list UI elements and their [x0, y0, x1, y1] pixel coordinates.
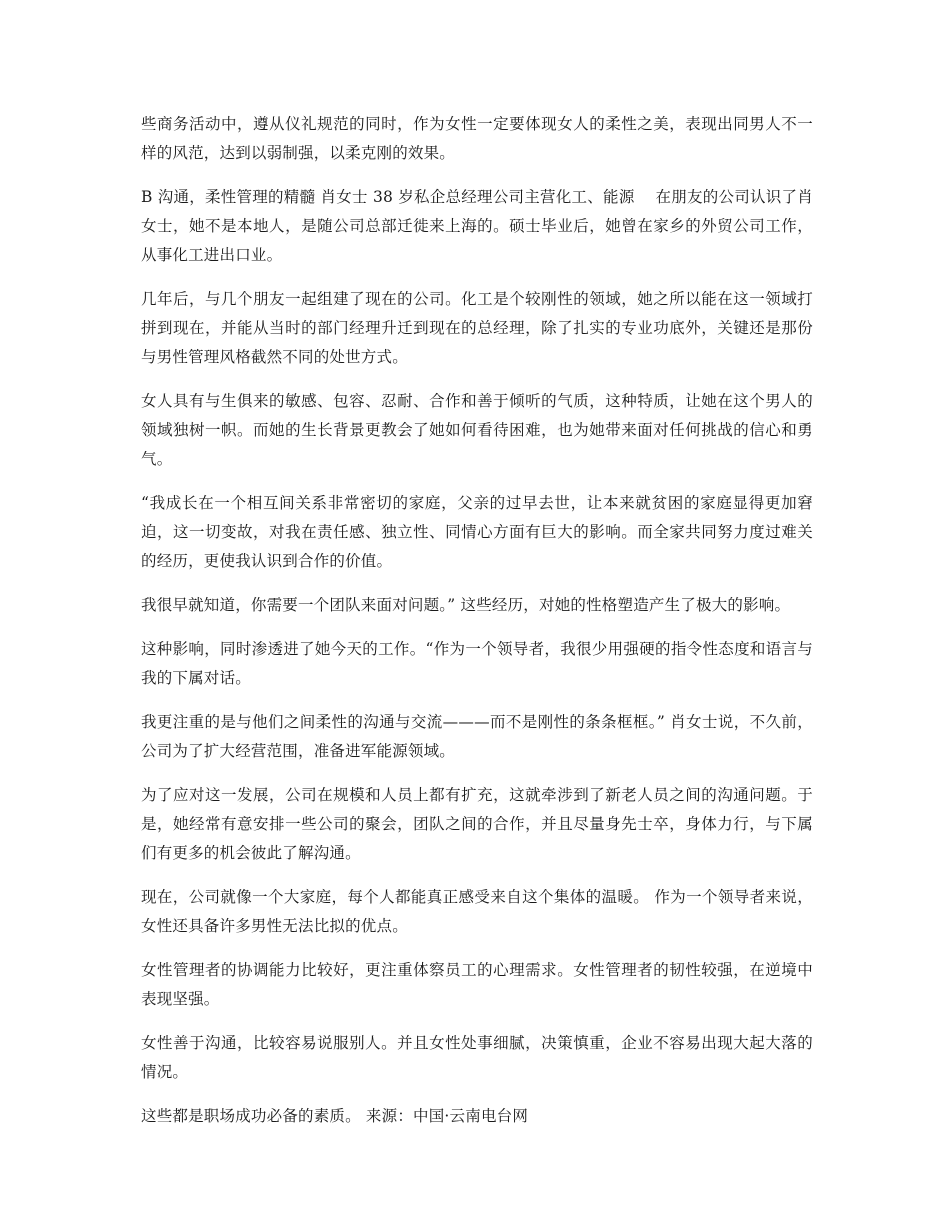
paragraph-9: 为了应对这一发展，公司在规模和人员上都有扩充，这就牵涉到了新老人员之间的沟通问题。于是，她经常有意安排一些公司的聚会，团队之间的合作，并且尽量身先士卒，身体力行，与下属们有更多的机会彼此了解沟通。: [141, 786, 813, 862]
paragraph-4: 女人具有与生俱来的敏感、包容、忍耐、合作和善于倾听的气质，这种特质，让她在这个男人的领域独树一帜。而她的生长背景更教会了她如何看待困难，也为她带来面对任何挑战的信心和勇气。: [141, 392, 813, 468]
paragraph-11: 女性管理者的协调能力比较好，更注重体察员工的心理需求。女性管理者的韧性较强，在逆境中表现坚强。: [141, 961, 813, 1008]
paragraph-13-source: 这些都是职场成功必备的素质。 来源：中国·云南电台网: [141, 1107, 529, 1125]
paragraph-1: 些商务活动中，遵从仪礼规范的同时，作为女性一定要体现女人的柔性之美，表现出同男人不一样的风范，达到以弱制强，以柔克刚的效果。: [141, 115, 813, 162]
paragraph-5: “我成长在一个相互间关系非常密切的家庭，父亲的过早去世，让本来就贫困的家庭显得更加窘迫，这一切变故，对我在责任感、独立性、同情心方面有巨大的影响。而全家共同努力度过难关的经历，更使我认识到合作的价值。: [141, 494, 813, 570]
paragraph-10: 现在，公司就像一个大家庭，每个人都能真正感受来自这个集体的温暖。 作为一个领导者来说，女性还具备许多男性无法比拟的优点。: [141, 888, 813, 935]
paragraph-12: 女性善于沟通，比较容易说服别人。并且女性处事细腻，决策慎重，企业不容易出现大起大落的情况。: [141, 1034, 813, 1081]
paragraph-8: 我更注重的是与他们之间柔性的沟通与交流———而不是刚性的条条框框。” 肖女士说，不久前，公司为了扩大经营范围，准备进军能源领域。: [141, 713, 813, 760]
paragraph-3: 几年后，与几个朋友一起组建了现在的公司。化工是个较刚性的领域，她之所以能在这一领域打拼到现在，并能从当时的部门经理升迁到现在的总经理，除了扎实的专业功底外，关键还是那份与男性管理风格截然不同的处世方式。: [141, 290, 813, 366]
paragraph-6: 我很早就知道，你需要一个团队来面对问题。” 这些经历，对她的性格塑造产生了极大的影响。: [141, 596, 791, 614]
article-body: [141, 110, 813, 1146]
paragraph-2: B 沟通，柔性管理的精髓 肖女士 38 岁私企总经理公司主营化工、能源 在朋友的公司认识了肖女士，她不是本地人，是随公司总部迁徙来上海的。硕士毕业后，她曾在家乡的外贸公司工作，从事化工进出口业。: [141, 188, 813, 264]
paragraph-7: 这种影响，同时渗透进了她今天的工作。“作为一个领导者，我很少用强硬的指令性态度和语言与我的下属对话。: [141, 640, 813, 687]
